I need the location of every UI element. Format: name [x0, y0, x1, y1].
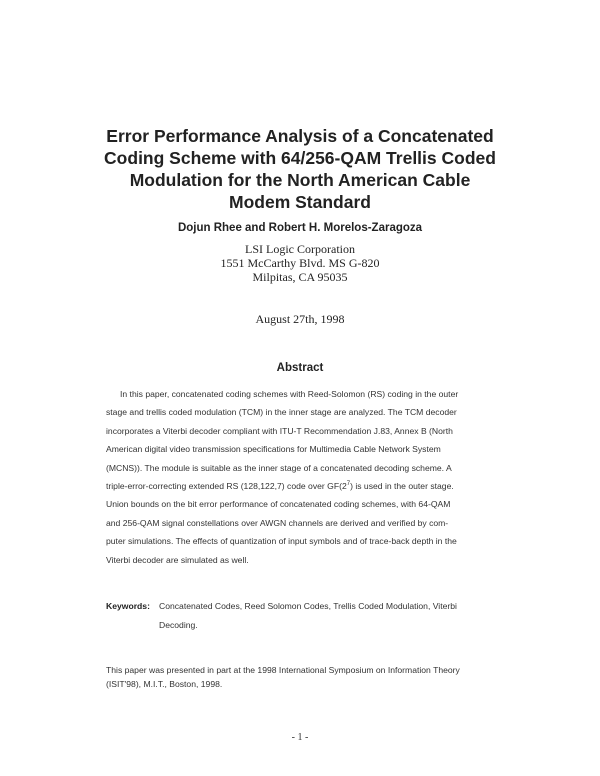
- abstract-line: and 256-QAM signal constellations over AWGN channels are derived and verified by com-: [106, 517, 449, 528]
- title-line: Modem Standard: [229, 192, 371, 212]
- abstract-text: ) is used in the outer stage.: [350, 481, 454, 492]
- abstract-line: incorporates a Viterbi decoder compliant with ITU-T Recommendation J.83, Annex B (North: [106, 425, 453, 436]
- paper-date: August 27th, 1998: [255, 312, 345, 326]
- abstract-line: Union bounds on the bit error performance of concatenated coding schemes, with 64-QAM: [106, 499, 451, 510]
- title-line: Coding Scheme with 64/256-QAM Trellis Coded: [104, 148, 496, 168]
- abstract-line: In this paper, concatenated coding schemes with Reed-Solomon (RS) coding in the outer: [120, 389, 459, 399]
- abstract-heading: Abstract: [276, 362, 324, 374]
- footnote: [106, 664, 526, 691]
- keywords-label: Keywords:: [106, 601, 150, 611]
- keywords-line: [106, 597, 526, 616]
- superscript: 7: [346, 481, 351, 488]
- keywords: [106, 597, 526, 634]
- affiliation-city: Milpitas, CA 95035: [252, 270, 348, 284]
- footnote-line: This paper was presented in part at the 1998 International Symposium on Information Theory: [106, 665, 460, 675]
- keywords-text: Decoding.: [159, 619, 198, 630]
- abstract-line: puter simulations. The effects of quantization of input symbols and of trace-back depth in the: [106, 536, 457, 547]
- title-line: Modulation for the North American Cable: [129, 170, 471, 190]
- affiliation: [60, 242, 540, 284]
- abstract-line: American digital video transmission specifications for Multimedia Cable Network System: [106, 444, 441, 455]
- footnote-line: (ISIT'98), M.I.T., Boston, 1998.: [106, 678, 223, 689]
- abstract-body: [106, 385, 510, 569]
- affiliation-organization: LSI Logic Corporation: [245, 242, 355, 256]
- paper-title: [60, 125, 540, 213]
- title-line: Error Performance Analysis of a Concatenated: [106, 126, 494, 146]
- abstract-line: (MCNS)). The module is suitable as the inner stage of a concatenated decoding scheme. A: [106, 462, 452, 473]
- authors: Dojun Rhee and Robert H. Morelos-Zaragoza: [177, 222, 423, 234]
- page-number: - 1 -: [291, 732, 309, 743]
- abstract-line: Viterbi decoder are simulated as well.: [106, 554, 249, 565]
- keywords-text: Concatenated Codes, Reed Solomon Codes, Trellis Coded Modulation, Viterbi: [159, 601, 457, 611]
- affiliation-street: 1551 McCarthy Blvd. MS G-820: [220, 256, 380, 270]
- abstract-line: stage and trellis coded modulation (TCM) in the inner stage are analyzed. The TCM decoder: [106, 407, 457, 418]
- abstract-line-gf: [106, 477, 510, 495]
- abstract-text: triple-error-correcting extended RS (128,122,7) code over GF(2: [106, 481, 347, 492]
